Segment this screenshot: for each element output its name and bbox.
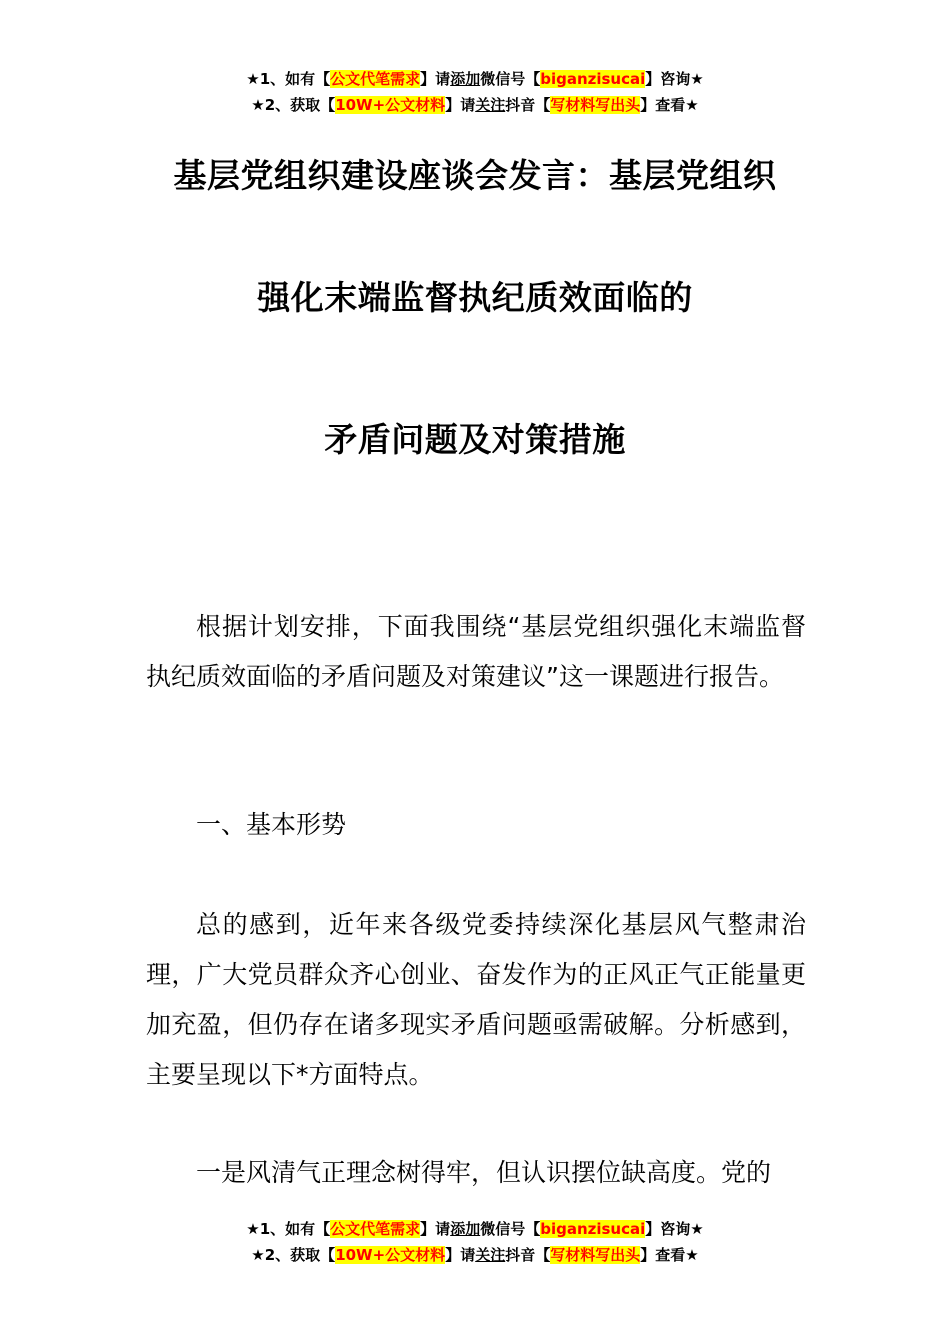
notice-line-2 xyxy=(0,1242,950,1268)
notice-underline: 关注 xyxy=(475,1246,506,1264)
heading-text: 一、基本形势 xyxy=(196,810,347,839)
paragraph-text: 根据计划安排，下面我围绕“基层党组织强化末端监督执纪质效面临的矛盾问题及对策建议”这一课题进行报告。 xyxy=(146,612,806,691)
point-paragraph xyxy=(146,1148,806,1198)
notice-highlight: biganzisucai xyxy=(540,1220,646,1238)
notice-line-2 xyxy=(0,92,950,118)
notice-text: ★1、如有【 xyxy=(246,1220,331,1238)
intro-paragraph xyxy=(146,602,806,702)
notice-text: 】查看★ xyxy=(640,1246,699,1264)
notice-highlight: 公文代笔需求 xyxy=(330,1220,421,1238)
notice-underline: 添加 xyxy=(450,70,481,88)
notice-highlight: 10W+公文材料 xyxy=(335,96,446,114)
notice-highlight: biganzisucai xyxy=(540,70,646,88)
notice-text: 】请 xyxy=(445,1246,476,1264)
paragraph-text: 一是风清气正理念树得牢，但认识摆位缺高度。党的 xyxy=(196,1158,772,1187)
document-title-line-1: 基层党组织建设座谈会发言：基层党组织 xyxy=(173,156,777,195)
notice-text: 抖音【 xyxy=(505,1246,551,1264)
document-title-line-2: 强化末端监督执纪质效面临的 xyxy=(257,278,693,317)
notice-highlight: 写材料写出头 xyxy=(550,96,641,114)
section-heading xyxy=(146,800,806,850)
notice-text: ★2、获取【 xyxy=(251,96,336,114)
notice-highlight: 10W+公文材料 xyxy=(335,1246,446,1264)
notice-line-1 xyxy=(0,66,950,92)
notice-text: 抖音【 xyxy=(505,96,551,114)
notice-text: 】咨询★ xyxy=(645,1220,704,1238)
notice-text: 微信号【 xyxy=(480,70,541,88)
notice-text: ★2、获取【 xyxy=(251,1246,336,1264)
notice-highlight: 写材料写出头 xyxy=(550,1246,641,1264)
notice-text: 】请 xyxy=(445,96,476,114)
footer-notice xyxy=(0,1216,950,1268)
notice-underline: 添加 xyxy=(450,1220,481,1238)
notice-text: 微信号【 xyxy=(480,1220,541,1238)
document-title-line-3: 矛盾问题及对策措施 xyxy=(324,420,626,459)
notice-line-1 xyxy=(0,1216,950,1242)
notice-text: 】请 xyxy=(420,70,451,88)
situation-paragraph xyxy=(146,900,806,1100)
notice-highlight: 公文代笔需求 xyxy=(330,70,421,88)
notice-text: 】请 xyxy=(420,1220,451,1238)
notice-underline: 关注 xyxy=(475,96,506,114)
notice-text: 】咨询★ xyxy=(645,70,704,88)
notice-text: ★1、如有【 xyxy=(246,70,331,88)
header-notice xyxy=(0,66,950,118)
paragraph-text: 总的感到，近年来各级党委持续深化基层风气整肃治理，广大党员群众齐心创业、奋发作为的正风正气正能量更加充盈，但仍存在诸多现实矛盾问题亟需破解。分析感到，主要呈现以下*方面特点。 xyxy=(146,910,806,1089)
notice-text: 】查看★ xyxy=(640,96,699,114)
